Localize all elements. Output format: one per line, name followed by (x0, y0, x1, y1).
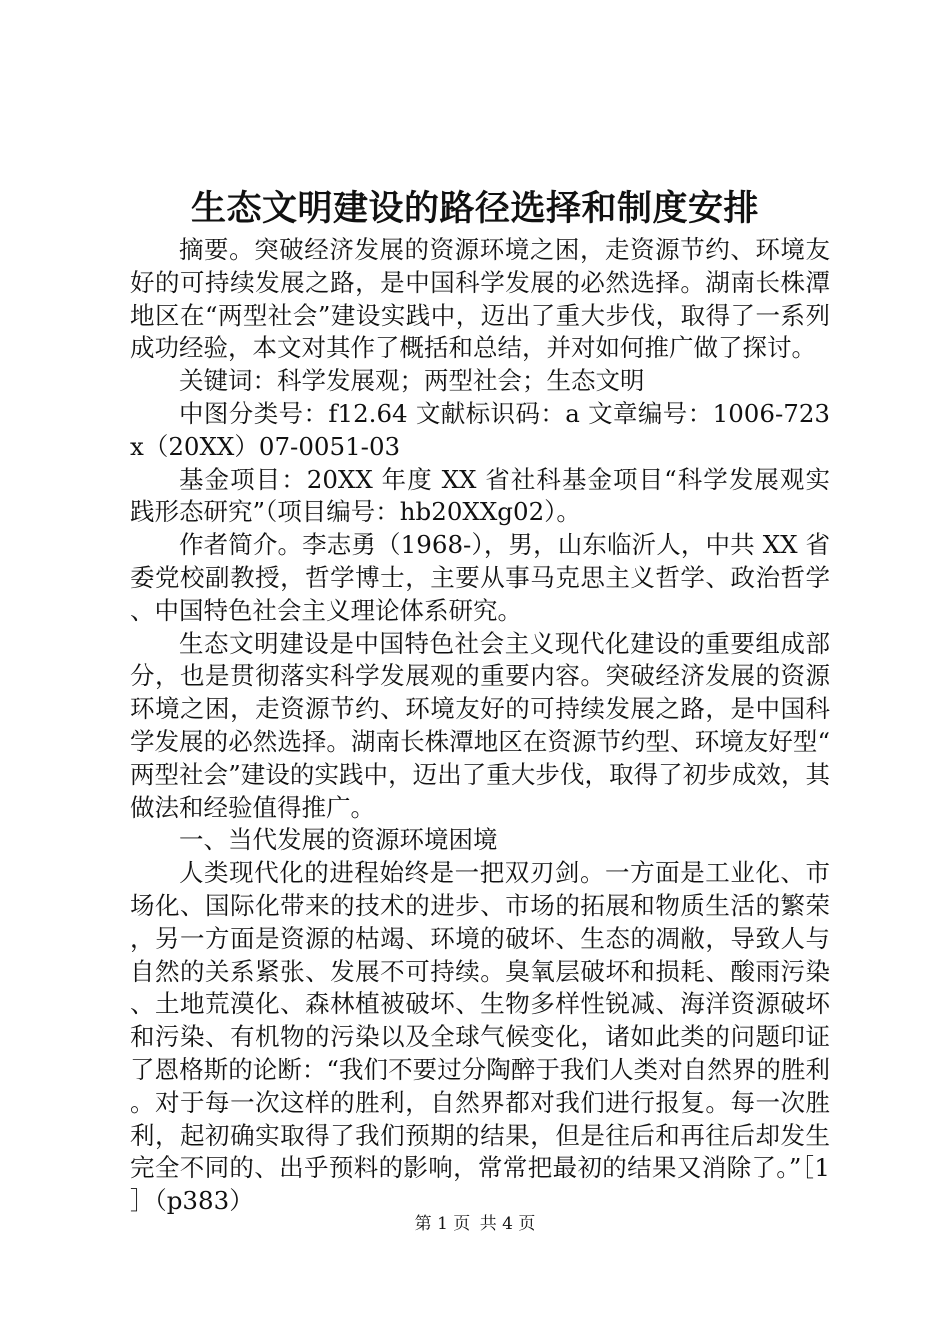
author-bio-paragraph: 作者简介。李志勇（1968-），男，山东临沂人，中共 XX 省委党校副教授，哲学博士，主要从事马克思主义哲学、政治哲学、中国特色社会主义理论体系研究。 (130, 530, 830, 625)
document-body (130, 234, 830, 1218)
abstract-paragraph: 摘要。突破经济发展的资源环境之困，走资源节约、环境友好的可持续发展之路，是中国科学发展的必然选择。湖南长株潭地区在“两型社会”建设实践中，迈出了重大步伐，取得了一系列成功经验，本文对其作了概括和总结，并对如何推广做了探讨。 (130, 235, 830, 363)
funding-paragraph: 基金项目：20XX 年度 XX 省社科基金项目“科学发展观实践形态研究”（项目编号：hb20XXg02）。 (130, 464, 830, 527)
page-footer (0, 1212, 950, 1236)
body-paragraph: 人类现代化的进程始终是一把双刃剑。一方面是工业化、市场化、国际化带来的技术的进步、市场的拓展和物质生活的繁荣，另一方面是资源的枯竭、环境的破坏、生态的凋敝，导致人与自然的关系紧张、发展不可持续。臭氧层破坏和损耗、酸雨污染、土地荒漠化、森林植被破坏、生物多样性锐减、海洋资源破坏和污染、有机物的污染以及全球气候变化，诸如此类的问题印证了恩格斯的论断：“我们不要过分陶醉于我们人类对自然界的胜利。对于每一次这样的胜利，自然界都对我们进行报复。每一次胜利，起初确实取得了我们预期的结果，但是往后和再往后却发生完全不同的、出乎预料的影响，常常把最初的结果又消除了。”［1］（p383） (130, 858, 830, 1216)
intro-paragraph: 生态文明建设是中国特色社会主义现代化建设的重要组成部分，也是贯彻落实科学发展观的重要内容。突破经济发展的资源环境之困，走资源节约、环境友好的可持续发展之路，是中国科学发展的必然选择。湖南长株潭地区在资源节约型、环境友好型“两型社会”建设的实践中，迈出了重大步伐，取得了初步成效，其做法和经验值得推广。 (130, 628, 830, 822)
page-number: 第 1 页 (414, 1214, 471, 1234)
classification-paragraph: 中图分类号：f12.64 文献标识码：a 文章编号：1006-723x（20XX）07-0051-03 (130, 398, 830, 461)
page-total: 共 4 页 (479, 1214, 536, 1234)
section-heading: 一、当代发展的资源环境困境 (179, 825, 498, 855)
keywords-paragraph: 关键词：科学发展观；两型社会；生态文明 (179, 366, 645, 396)
document-title: 生态文明建设的路径选择和制度安排 (190, 189, 759, 229)
